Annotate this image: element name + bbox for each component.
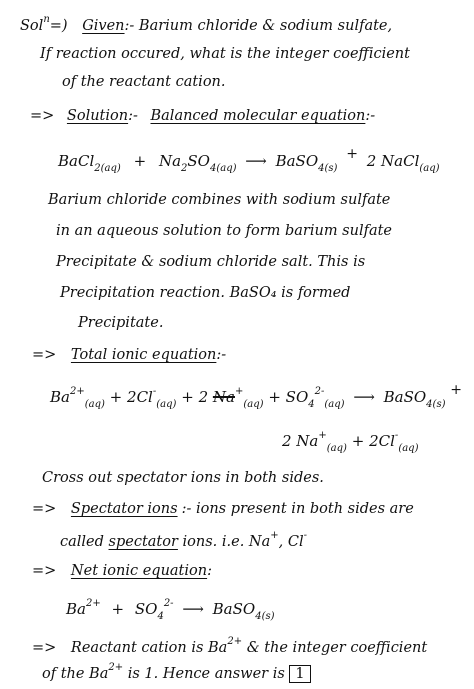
explanation-line-3: Precipitate & sodium chloride salt. This is	[56, 254, 366, 270]
net-ionic-title: Net ionic equation	[70, 563, 208, 579]
given-line-3: of the reactant cation.	[62, 74, 226, 90]
given-text: :- Barium chloride & sodium sulfate,	[124, 17, 393, 34]
explanation-line-2: in an aqueous solution to form barium sulfate	[56, 223, 393, 239]
answer-line-2: of the $Ba^{2+}$ is 1. Hence answer is 1	[42, 660, 311, 684]
explanation-line-4: Precipitation reaction. BaSO₄ is formed	[60, 285, 351, 301]
answer-line-1: => Reactant cation is $Ba^{2+}$ & the integer coefficient	[32, 636, 428, 656]
final-answer-box: 1	[289, 665, 310, 683]
molecular-equation: BaCl$_{2(aq)}$ + $Na_2SO_{4(aq)}$ ⟶ BaSO$_{4(s)}$ + 2 NaCl$_{(aq)}$	[58, 146, 440, 174]
given-line-2: If reaction occured, what is the integer coefficient	[40, 46, 410, 62]
net-ionic-equation: $Ba^{2+} + SO_4^{2-}$ ⟶ BaSO$_{4(s)}$	[66, 598, 275, 622]
spectator-ions-label: Spectator ions	[70, 501, 178, 517]
solution-label: Solution	[66, 108, 129, 124]
solution-heading: => Solution:- Balanced molecular equation:-	[30, 108, 376, 124]
reaction-arrow: ⟶	[245, 152, 267, 170]
sol-label: Sol$^n$=)	[20, 14, 68, 34]
total-ionic-heading: => Total ionic equation:-	[32, 347, 227, 363]
explanation-line-5: Precipitate.	[78, 315, 164, 331]
struck-sodium-ion: Na	[212, 388, 235, 406]
given-label: Given	[82, 17, 125, 34]
explanation-line-1: Barium chloride combines with sodium sulfate	[48, 192, 391, 208]
arrow-symbol: =>	[30, 108, 55, 124]
spectator-line-1: => Spectator ions :- ions present in both sides are	[32, 501, 414, 517]
balanced-equation-title: Balanced molecular equation	[150, 108, 366, 124]
given-line-1	[20, 12, 392, 36]
crossout-line: Cross out spectator ions in both sides.	[42, 470, 324, 486]
total-ionic-title: Total ionic equation	[70, 347, 217, 363]
spectator-line-2: called spectator ions. i.e. Na+, Cl-	[60, 530, 307, 550]
total-ionic-equation-right: 2 $Na^+_{(aq)} + 2Cl^-_{(aq)}$	[282, 430, 419, 454]
net-ionic-heading: => Net ionic equation:	[32, 563, 212, 579]
total-ionic-equation-left: $Ba^{2+}_{(aq)} + 2Cl^-_{(aq)} + 2$ $Na^+_{(aq)} + SO_4^{2-}_{(aq)}$ ⟶ BaSO$_{4(s)}$ +	[50, 382, 462, 410]
